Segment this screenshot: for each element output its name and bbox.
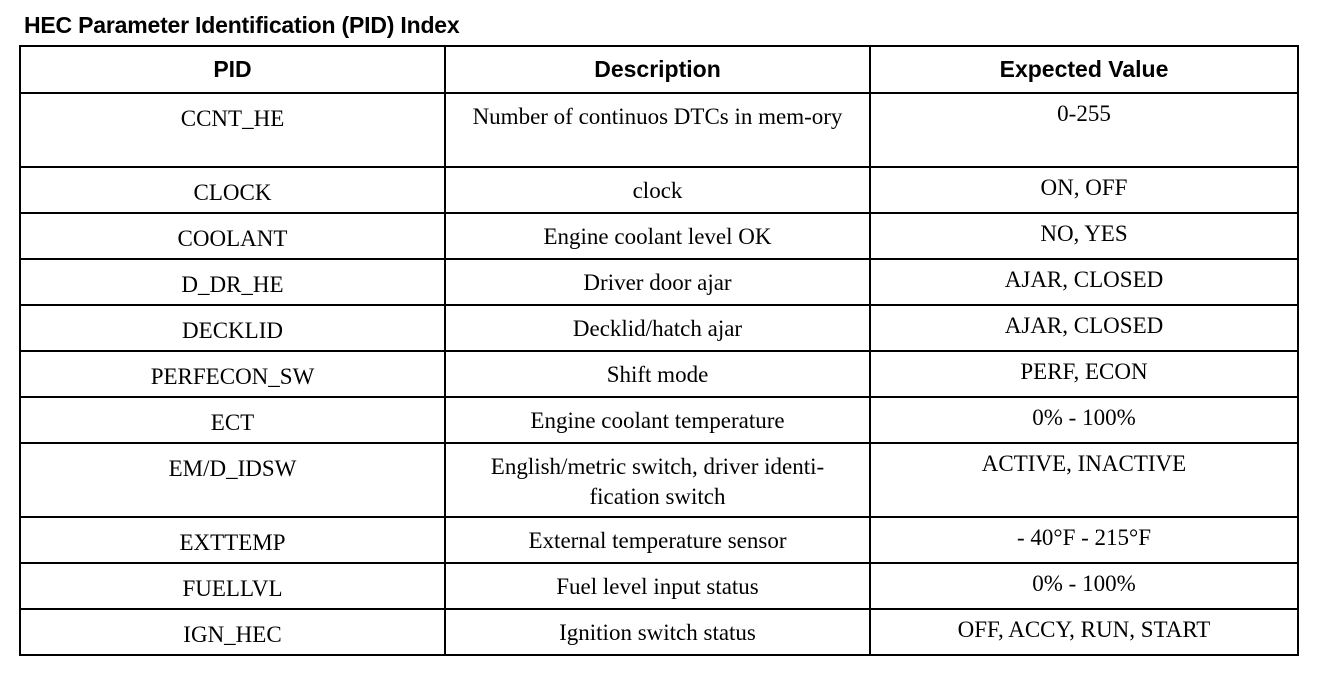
table-row xyxy=(20,351,1298,397)
table-header-row xyxy=(20,46,1298,93)
expected-value-cell: 0% - 100% xyxy=(870,397,1298,443)
pid-index-table xyxy=(19,45,1299,656)
description-cell: Decklid/hatch ajar xyxy=(445,305,870,351)
expected-value-cell: OFF, ACCY, RUN, START xyxy=(870,609,1298,655)
column-header-expected-value: Expected Value xyxy=(870,46,1298,93)
description-cell: clock xyxy=(445,167,870,213)
description-cell: Driver door ajar xyxy=(445,259,870,305)
expected-value-cell: 0-255 xyxy=(870,93,1298,167)
table-row xyxy=(20,609,1298,655)
expected-value-cell: NO, YES xyxy=(870,213,1298,259)
pid-cell: DECKLID xyxy=(20,305,445,351)
pid-cell: D_DR_HE xyxy=(20,259,445,305)
expected-value-cell: AJAR, CLOSED xyxy=(870,259,1298,305)
pid-cell: COOLANT xyxy=(20,213,445,259)
description-cell xyxy=(445,443,870,517)
table-row xyxy=(20,259,1298,305)
pid-cell: CLOCK xyxy=(20,167,445,213)
column-header-description: Description xyxy=(445,46,870,93)
description-cell: External temperature sensor xyxy=(445,517,870,563)
pid-cell: EM/D_IDSW xyxy=(20,443,445,517)
table-row xyxy=(20,397,1298,443)
expected-value-cell: AJAR, CLOSED xyxy=(870,305,1298,351)
description-cell: Ignition switch status xyxy=(445,609,870,655)
expected-value-cell: - 40°F - 215°F xyxy=(870,517,1298,563)
column-header-pid: PID xyxy=(20,46,445,93)
table-row xyxy=(20,167,1298,213)
expected-value-cell: PERF, ECON xyxy=(870,351,1298,397)
table-row xyxy=(20,443,1298,517)
description-text: English/metric switch, driver identi-fication switch xyxy=(490,454,825,509)
pid-cell: ECT xyxy=(20,397,445,443)
expected-value-cell: ON, OFF xyxy=(870,167,1298,213)
pid-cell: EXTTEMP xyxy=(20,517,445,563)
expected-value-cell: ACTIVE, INACTIVE xyxy=(870,443,1298,517)
description-cell: Engine coolant temperature xyxy=(445,397,870,443)
table-row xyxy=(20,517,1298,563)
table-row xyxy=(20,93,1298,167)
pid-cell: FUELLVL xyxy=(20,563,445,609)
description-cell xyxy=(445,93,870,167)
expected-value-cell: 0% - 100% xyxy=(870,563,1298,609)
table-row xyxy=(20,563,1298,609)
pid-cell: PERFECON_SW xyxy=(20,351,445,397)
description-cell: Engine coolant level OK xyxy=(445,213,870,259)
table-row xyxy=(20,305,1298,351)
page-title: HEC Parameter Identification (PID) Index xyxy=(24,12,460,38)
description-cell: Fuel level input status xyxy=(445,563,870,609)
pid-cell: CCNT_HE xyxy=(20,93,445,167)
pid-cell: IGN_HEC xyxy=(20,609,445,655)
table-row xyxy=(20,213,1298,259)
description-cell: Shift mode xyxy=(445,351,870,397)
description-text: Number of continuos DTCs in mem-ory xyxy=(472,104,843,129)
